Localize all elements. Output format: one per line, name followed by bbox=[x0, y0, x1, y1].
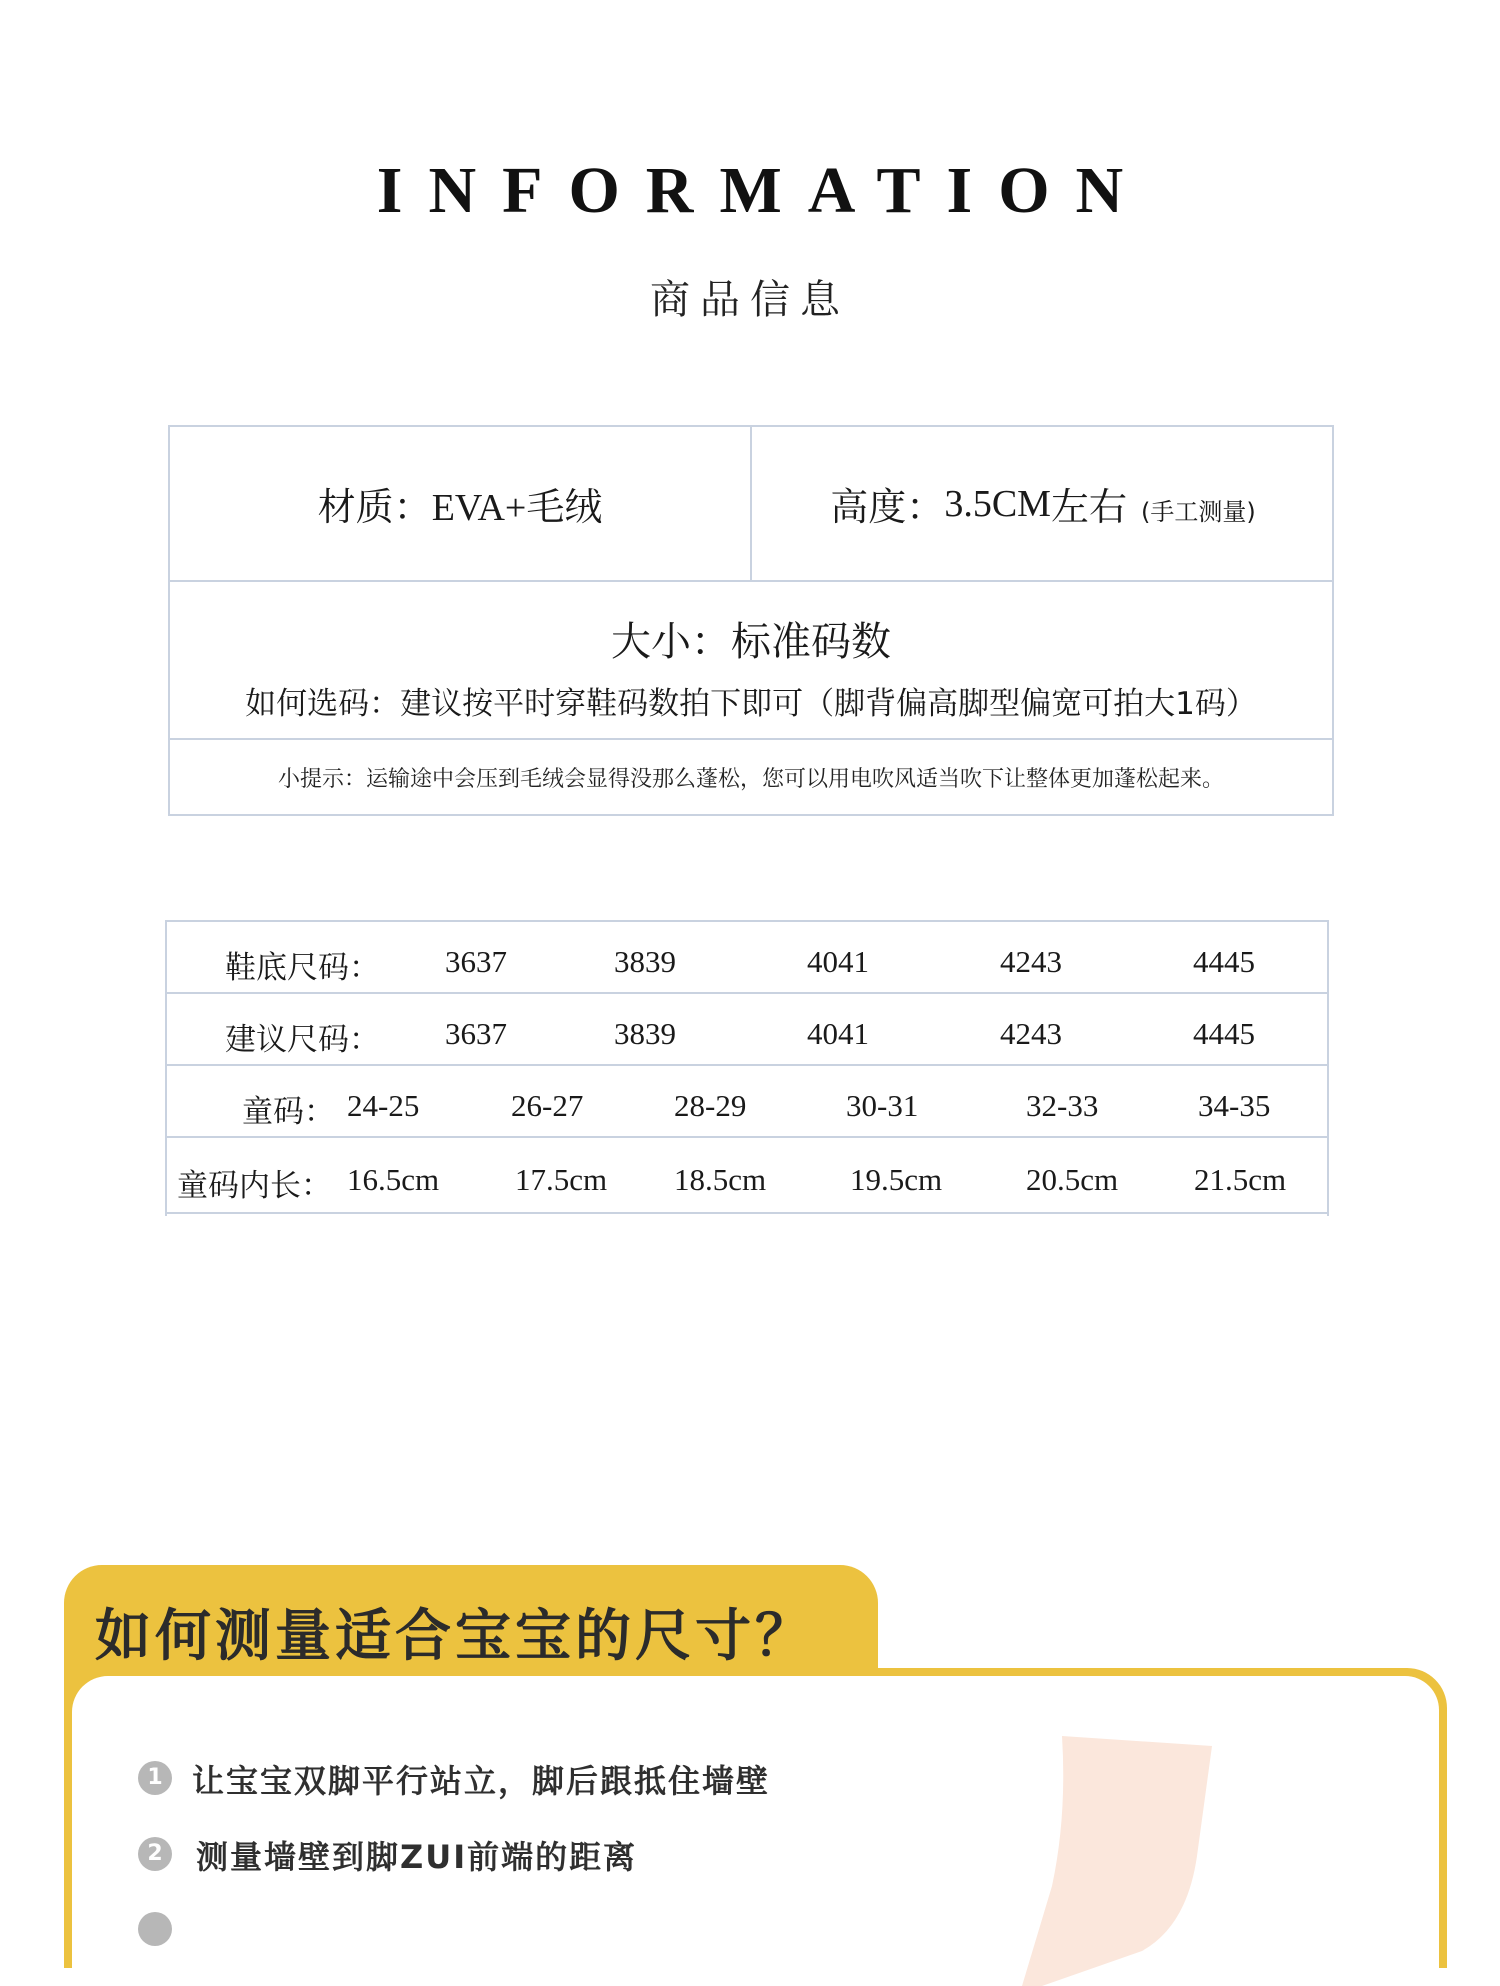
material-label: 材质： bbox=[317, 485, 432, 529]
step-text: 让宝宝双脚平行站立，脚后跟抵住墙壁 bbox=[192, 1762, 771, 1800]
measure-panel bbox=[72, 1676, 1439, 1976]
row-label: 童码： bbox=[242, 1094, 335, 1130]
cell-value: 17.5cm bbox=[515, 1162, 608, 1197]
row-label: 童码内长： bbox=[177, 1168, 332, 1204]
size-label: 大小：标准码数 bbox=[611, 619, 891, 665]
cell-value: 3839 bbox=[614, 944, 676, 979]
cell-value: 4041 bbox=[807, 944, 869, 979]
step-number-badge: 1 bbox=[138, 1761, 172, 1795]
page-title: INFORMATION bbox=[376, 154, 1150, 227]
foot-illustration bbox=[1022, 1736, 1322, 1986]
cell-value: 3839 bbox=[614, 1016, 676, 1051]
cell-value: 24-25 bbox=[347, 1088, 420, 1123]
step-number-badge: 2 bbox=[138, 1837, 172, 1871]
row-label: 鞋底尺码： bbox=[225, 950, 380, 986]
table-row-kids-inner-length bbox=[167, 1138, 1327, 1214]
how-to-choose-text: 如何选码：建议按平时穿鞋码数拍下即可（脚背偏高脚型偏宽可拍大1码） bbox=[245, 686, 1257, 722]
row-label: 建议尺码： bbox=[225, 1022, 380, 1058]
cell-value: 16.5cm bbox=[347, 1162, 440, 1197]
info-row-tip bbox=[170, 740, 1332, 816]
cell-value: 3637 bbox=[445, 1016, 507, 1051]
info-row-size bbox=[170, 582, 1332, 740]
table-row-kids-size bbox=[167, 1066, 1327, 1138]
step-number-badge bbox=[138, 1912, 172, 1946]
cell-value: 21.5cm bbox=[1194, 1162, 1287, 1197]
page-subtitle: 商品信息 bbox=[650, 277, 850, 323]
step-text: 测量墙壁到脚ZUI前端的距离 bbox=[196, 1838, 638, 1876]
measure-title: 如何测量适合宝宝的尺寸？ bbox=[95, 1604, 815, 1669]
table-row-sole-size bbox=[167, 922, 1327, 994]
cell-value: 28-29 bbox=[674, 1088, 747, 1123]
cell-value: 4243 bbox=[1000, 944, 1062, 979]
info-row-material-height bbox=[170, 427, 1332, 582]
cell-value: 20.5cm bbox=[1026, 1162, 1119, 1197]
cell-value: 4041 bbox=[807, 1016, 869, 1051]
size-table bbox=[165, 920, 1329, 1216]
material-value: EVA+毛绒 bbox=[431, 487, 603, 529]
table-row-suggested-size bbox=[167, 994, 1327, 1066]
cell-value: 19.5cm bbox=[850, 1162, 943, 1197]
material-cell bbox=[170, 427, 752, 580]
height-cell bbox=[752, 427, 1334, 580]
height-value: 3.5CM bbox=[944, 482, 1051, 525]
tip-text: 小提示：运输途中会压到毛绒会显得没那么蓬松，您可以用电吹风适当吹下让整体更加蓬松起来。 bbox=[277, 767, 1224, 792]
cell-value: 32-33 bbox=[1026, 1088, 1099, 1123]
cell-value: 34-35 bbox=[1198, 1088, 1271, 1123]
cell-value: 30-31 bbox=[846, 1088, 919, 1123]
cell-value: 4445 bbox=[1193, 1016, 1255, 1051]
info-table bbox=[168, 425, 1334, 816]
cell-value: 26-27 bbox=[511, 1088, 584, 1123]
cell-value: 4445 bbox=[1193, 944, 1255, 979]
cell-value: 3637 bbox=[445, 944, 507, 979]
cell-value: 4243 bbox=[1000, 1016, 1062, 1051]
height-label: 高度： bbox=[830, 485, 945, 529]
cell-value: 18.5cm bbox=[674, 1162, 767, 1197]
height-note: (手工测量) bbox=[1140, 498, 1256, 526]
height-suffix: 左右 bbox=[1050, 485, 1127, 529]
